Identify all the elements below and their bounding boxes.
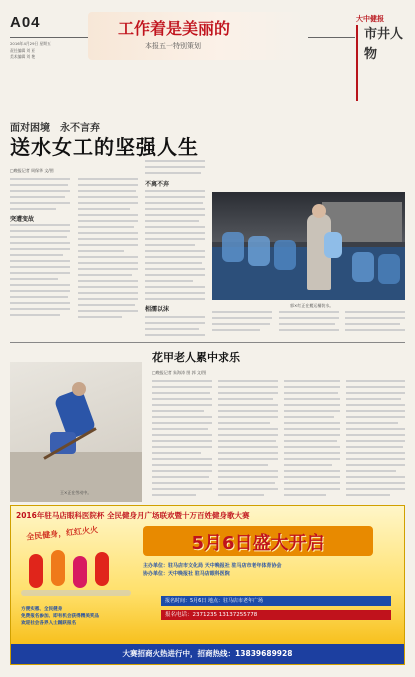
text-line [145, 220, 199, 222]
text-line [145, 250, 205, 252]
banner-subtitle: 本报五一特别策划 [145, 42, 201, 50]
article1-kicker: 面对困境 永不言弃 [10, 123, 100, 134]
text-line [279, 323, 335, 325]
text-line [152, 428, 208, 430]
text-line [10, 308, 70, 310]
ad-date-line: 报名时间：5月6日 地点：驻马店市老年广场 [161, 596, 391, 606]
text-line [152, 488, 212, 490]
text-line [346, 428, 405, 430]
text-line [10, 266, 70, 268]
text-line [284, 482, 340, 484]
text-line [145, 202, 203, 204]
text-line [218, 452, 278, 454]
text-line [346, 404, 405, 406]
text-line [10, 302, 70, 304]
text-line [78, 316, 122, 318]
text-line [78, 268, 138, 270]
text-line [78, 274, 132, 276]
text-line [218, 482, 275, 484]
text-line [78, 286, 138, 288]
text-line [10, 196, 65, 198]
text-line [10, 272, 70, 274]
text-line [346, 416, 405, 418]
text-line [284, 380, 340, 382]
text-line [284, 476, 340, 478]
subheading-1: 突遭变故 [10, 216, 35, 223]
text-line [10, 178, 70, 180]
text-line [346, 446, 403, 448]
text-line [284, 386, 340, 388]
ad-open-text: 5月6日盛大开启 [191, 533, 325, 554]
elderly-worker-photo [10, 362, 142, 502]
column-label: 市井人物 [356, 25, 404, 101]
text-line [284, 458, 340, 460]
ad-side-3: 欢迎社会各界人士踊跃报名 [21, 621, 77, 626]
text-line [145, 256, 205, 258]
article2-byline: □晚报记者 朱海涛 图 郭 文/图 [152, 370, 207, 375]
ad-tel-line: 报名电话：2371235 13137255778 [161, 610, 391, 620]
text-line [145, 280, 193, 282]
text-line [152, 404, 212, 406]
text-line [78, 244, 138, 246]
subheading-3: 相濡以沫 [145, 306, 170, 313]
text-line [78, 304, 135, 306]
text-line [218, 422, 270, 424]
text-line [345, 329, 405, 331]
text-line [345, 323, 400, 325]
text-line [78, 256, 138, 258]
text-line [218, 434, 278, 436]
article1-byline: □晚报记者 周保华 文/图 [10, 168, 54, 173]
text-line [145, 274, 205, 276]
text-line [218, 428, 278, 430]
text-line [145, 214, 205, 216]
text-line [346, 422, 398, 424]
text-line [152, 446, 212, 448]
banner-title: 工作着是美丽的 [118, 19, 231, 38]
text-line [345, 317, 405, 319]
text-line [152, 392, 210, 394]
text-line [78, 202, 138, 204]
text-line [145, 238, 205, 240]
text-line [10, 202, 70, 204]
text-line [346, 476, 405, 478]
text-line [152, 416, 212, 418]
text-line [284, 470, 340, 472]
text-line [346, 458, 405, 460]
section-divider [10, 342, 405, 343]
text-line [218, 476, 278, 478]
subheading-2: 不离不弃 [145, 181, 170, 188]
text-line [279, 317, 339, 319]
text-line [145, 328, 199, 330]
text-line [78, 184, 138, 186]
text-line [78, 310, 138, 312]
text-line [218, 440, 276, 442]
text-line [152, 398, 212, 400]
photo1-caption: 郭×红正在搬运桶装水。 [290, 303, 334, 308]
edit-line: 责任编辑 刘 亚 [10, 48, 36, 53]
text-line [284, 422, 340, 424]
text-line [10, 296, 68, 298]
text-line [10, 230, 70, 232]
text-line [218, 380, 278, 382]
text-line [145, 196, 205, 198]
text-line [145, 286, 205, 288]
text-line [346, 494, 390, 496]
ad-top-line: 2016年驻马店眼科医院杯 全民健身月广场联欢暨十万百姓健身歌大赛 [16, 511, 250, 520]
text-line [284, 464, 332, 466]
text-line [78, 292, 138, 294]
text-line [152, 464, 212, 466]
ad-slogan: 全民健身，红红火火 [25, 525, 99, 542]
text-line [284, 488, 340, 490]
text-line [145, 268, 205, 270]
text-line [152, 440, 212, 442]
text-line [346, 470, 396, 472]
text-line [10, 190, 70, 192]
text-line [279, 329, 339, 331]
ad-organizers [143, 562, 398, 578]
text-line [346, 392, 405, 394]
date-line: 2016年4月29日 星期五 [10, 41, 51, 46]
text-line [78, 226, 134, 228]
design-line: 美术编辑 刘 艳 [10, 54, 36, 59]
text-line [346, 464, 405, 466]
ad-open-banner [143, 526, 373, 556]
text-line [10, 260, 70, 262]
text-line [284, 428, 340, 430]
water-delivery-photo [212, 192, 405, 300]
text-line [10, 208, 56, 210]
article1-headline: 送水女工的坚强人生 [10, 135, 199, 159]
text-line [145, 190, 205, 192]
text-line [145, 208, 205, 210]
text-line [152, 482, 212, 484]
text-line [218, 470, 278, 472]
ad-side-text [21, 606, 141, 627]
text-line [346, 380, 405, 382]
text-line [10, 290, 70, 292]
text-line [10, 254, 63, 256]
text-line [78, 298, 138, 300]
text-line [10, 242, 70, 244]
text-line [346, 410, 405, 412]
text-line [212, 317, 272, 319]
text-line [145, 244, 195, 246]
ad-bottom-line: 大赛招商火热进行中，招商热线：13839689928 [11, 644, 404, 664]
text-line [145, 316, 205, 318]
text-line [10, 224, 70, 226]
paper-logo: 大中健报 [356, 14, 384, 23]
text-line [218, 398, 273, 400]
text-line [284, 494, 326, 496]
text-line [145, 226, 205, 228]
text-line [346, 386, 405, 388]
text-line [145, 322, 205, 324]
text-line [279, 311, 339, 313]
text-line [145, 166, 205, 168]
text-line [218, 392, 278, 394]
text-line [152, 452, 201, 454]
text-line [346, 440, 405, 442]
text-line [218, 404, 278, 406]
text-line [218, 488, 278, 490]
text-line [284, 416, 334, 418]
text-line [152, 380, 212, 382]
text-line [284, 392, 338, 394]
text-line [10, 248, 70, 250]
text-line [145, 298, 205, 300]
text-line [346, 434, 405, 436]
ad-org-1: 主办单位：驻马店市文化局 天中晚报社 驻马店市老年体育协会 [143, 563, 282, 569]
text-line [212, 329, 260, 331]
text-line [212, 323, 270, 325]
text-line [284, 452, 340, 454]
text-line [10, 236, 67, 238]
text-line [78, 238, 138, 240]
text-line [218, 446, 278, 448]
text-line [78, 262, 138, 264]
text-line [218, 416, 278, 418]
text-line [145, 172, 201, 174]
text-line [284, 446, 340, 448]
text-line [284, 434, 340, 436]
text-line [78, 214, 138, 216]
text-line [152, 434, 212, 436]
text-line [152, 470, 212, 472]
text-line [346, 452, 405, 454]
text-line [78, 250, 124, 252]
text-line [10, 284, 70, 286]
text-line [145, 262, 202, 264]
text-line [152, 458, 212, 460]
text-line [78, 190, 136, 192]
text-line [212, 311, 272, 313]
text-line [78, 178, 138, 180]
photo2-caption: 王×正在劳动中。 [60, 490, 92, 495]
text-line [218, 458, 278, 460]
ad-dancers-illustration [21, 546, 131, 606]
text-line [218, 410, 278, 412]
text-line [346, 398, 401, 400]
text-line [78, 220, 138, 222]
article2-headline: 花甲老人累中求乐 [152, 351, 240, 364]
text-line [345, 311, 405, 313]
text-line [145, 232, 205, 234]
text-line [78, 196, 138, 198]
text-line [152, 386, 212, 388]
text-line [78, 232, 138, 234]
text-line [152, 494, 196, 496]
text-line [346, 488, 405, 490]
ad-side-2: 免费报名参加、即有机会获得精美奖品 [21, 614, 100, 619]
text-line [10, 184, 68, 186]
text-line [218, 464, 268, 466]
text-line [218, 494, 264, 496]
text-line [218, 386, 278, 388]
ad-side-1: 方便实惠、全民健身 [21, 607, 63, 612]
text-line [284, 410, 340, 412]
text-line [78, 208, 130, 210]
text-line [78, 280, 138, 282]
text-line [10, 314, 60, 316]
text-line [152, 476, 209, 478]
text-line [152, 422, 212, 424]
text-line [145, 292, 205, 294]
ad-org-2: 协办单位：天中晚报社 驻马店眼科医院 [143, 571, 230, 577]
text-line [145, 334, 205, 336]
advertisement [10, 505, 405, 665]
text-line [284, 440, 337, 442]
text-line [284, 398, 340, 400]
text-line [10, 278, 58, 280]
page-code: A04 [10, 14, 41, 31]
text-line [145, 160, 205, 162]
text-line [152, 410, 204, 412]
text-line [284, 404, 340, 406]
text-line [346, 482, 405, 484]
